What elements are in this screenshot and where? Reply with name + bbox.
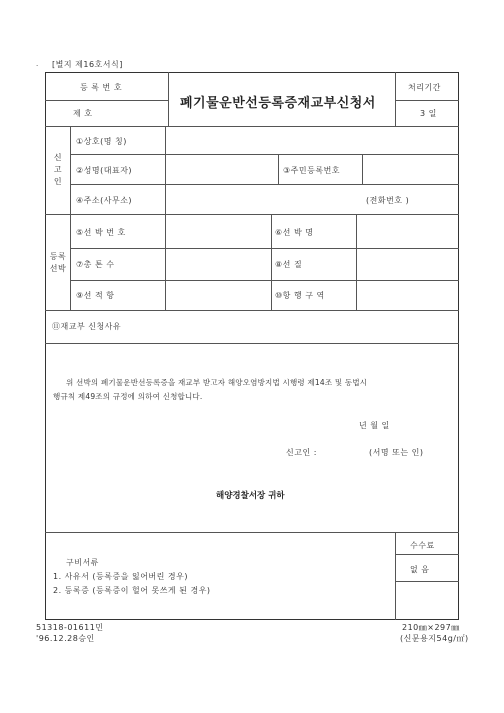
processing-period-label: 처리기간 bbox=[408, 83, 441, 92]
address-label: ④주소(사무소) bbox=[76, 196, 133, 205]
footer-approval: '96.12.28승인 bbox=[36, 634, 95, 643]
reg-no-label: 등 록 번 호 bbox=[80, 83, 123, 92]
reason-label: ⑪재교부 신청사유 bbox=[52, 322, 122, 331]
recipient: 해양경찰서장 귀하 bbox=[216, 491, 285, 501]
name-label: ②성명(대표자) bbox=[76, 166, 133, 175]
fee-value: 없 음 bbox=[410, 565, 430, 574]
vessel-section-label: 등록 선박 bbox=[49, 252, 67, 273]
form-title: 폐기물운반선등록증재교부신청서 bbox=[180, 96, 376, 111]
processing-period-value: 3 일 bbox=[420, 109, 437, 118]
tonnage-label: ⑦총 톤 수 bbox=[76, 260, 115, 269]
sign-note: (서명 또는 인) bbox=[369, 448, 424, 457]
statement-line-1: 위 선박의 폐기물운반선등록증을 재교부 받고자 해양오염방지법 시행령 제14조 및 동법시 bbox=[66, 378, 368, 387]
applicant-sign-label: 신고인 : bbox=[286, 448, 317, 457]
material-label: ⑧선 질 bbox=[275, 260, 303, 269]
documents-title: 구비서류 bbox=[66, 558, 99, 567]
date-line: 년 월 일 bbox=[359, 421, 390, 430]
ship-reg-no-label: ⑤선 박 번 호 bbox=[76, 228, 126, 237]
document-item-2: 2. 등록증 (등록증이 헐어 못쓰게 된 경우) bbox=[53, 586, 211, 595]
statement-line-2: 행규칙 제49조의 규정에 의하여 신청합니다. bbox=[53, 392, 203, 401]
ship-name-label: ⑥선 박 명 bbox=[275, 228, 314, 237]
fee-label: 수수료 bbox=[410, 541, 435, 550]
footer-size: 210㎜×297㎜ bbox=[402, 623, 460, 632]
applicant-section-label: 신 고 인 bbox=[53, 153, 63, 186]
corner-mark: . bbox=[36, 60, 39, 68]
route-label: ⑩항 행 구 역 bbox=[275, 291, 325, 300]
trade-name-label: ①상호(명 칭) bbox=[76, 137, 127, 146]
resident-no-label: ③주민등록번호 bbox=[283, 166, 341, 175]
footer-code: 51318-01611민 bbox=[36, 623, 104, 632]
form-number: [별지 제16호서식] bbox=[52, 60, 123, 69]
footer-paper: (신문용지54g/㎡) bbox=[400, 634, 469, 643]
port-label: ⑨선 적 항 bbox=[76, 291, 115, 300]
document-item-1: 1. 사유서 (등록증을 잃어버린 경우) bbox=[53, 572, 189, 581]
phone-label: (전화번호 ) bbox=[366, 196, 410, 205]
no-label: 제 호 bbox=[73, 109, 93, 118]
